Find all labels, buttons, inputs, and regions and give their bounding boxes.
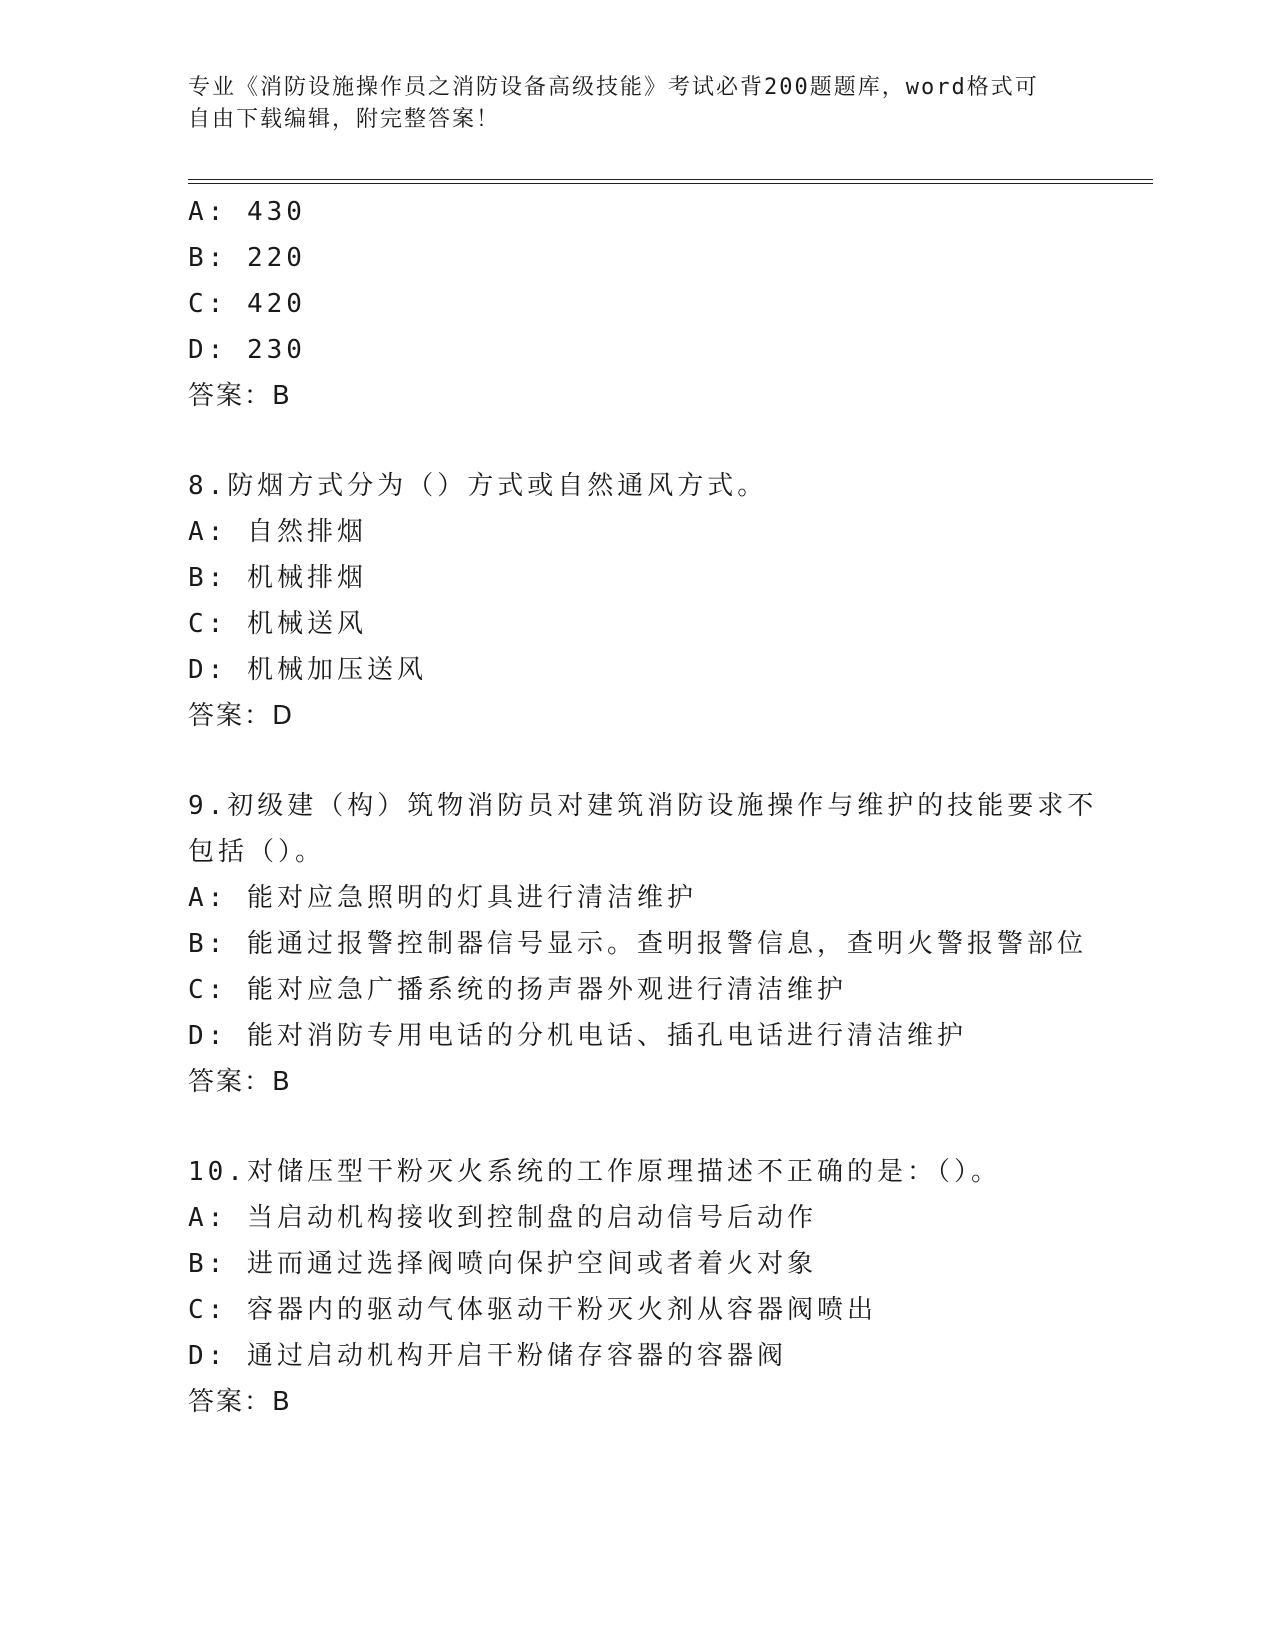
spacer [188, 419, 1088, 463]
option-d: D: 通过启动机构开启干粉储存容器的容器阀 [188, 1341, 787, 1371]
option-a: A: 当启动机构接收到控制盘的启动信号后动作 [188, 1203, 817, 1233]
option-c: C: 机械送风 [188, 609, 367, 639]
option-a: A: 自然排烟 [188, 517, 367, 547]
option-b: B: 机械排烟 [188, 563, 367, 593]
answer: 答案：D [188, 701, 295, 731]
question-stem-line-1: 9.初级建（构）筑物消防员对建筑消防设施操作与维护的技能要求不 [188, 791, 1098, 821]
header-line-2: 自由下载编辑，附完整答案！ [188, 107, 501, 132]
document-header [188, 72, 1068, 136]
question-stem: 8.防烟方式分为（）方式或自然通风方式。 [188, 471, 768, 501]
option-c: C: 能对应急广播系统的扬声器外观进行清洁维护 [188, 975, 847, 1005]
option-b: B: 能通过报警控制器信号显示。查明报警信息，查明火警报警部位 [188, 929, 1087, 959]
option-c: C: 420 [188, 289, 306, 319]
answer: 答案：B [188, 1387, 292, 1417]
option-b: B: 220 [188, 243, 306, 273]
header-divider-bottom [188, 183, 1153, 184]
question-stem: 10.对储压型干粉灭火系统的工作原理描述不正确的是：（）。 [188, 1157, 1001, 1187]
spacer [188, 1105, 1088, 1149]
option-a: A: 能对应急照明的灯具进行清洁维护 [188, 883, 697, 913]
option-c: C: 容器内的驱动气体驱动干粉灭火剂从容器阀喷出 [188, 1295, 877, 1325]
answer: 答案：B [188, 1067, 292, 1097]
spacer [188, 739, 1088, 783]
option-d: D: 230 [188, 335, 306, 365]
option-d: D: 能对消防专用电话的分机电话、插孔电话进行清洁维护 [188, 1021, 967, 1051]
option-a: A: 430 [188, 197, 306, 227]
option-b: B: 进而通过选择阀喷向保护空间或者着火对象 [188, 1249, 817, 1279]
question-8 [188, 463, 1088, 739]
question-7 [188, 189, 1088, 419]
question-10 [188, 1149, 1088, 1425]
question-9 [188, 783, 1098, 1105]
question-stem-line-2: 包括（）。 [188, 837, 326, 867]
answer: 答案：B [188, 381, 292, 411]
header-divider-top [188, 179, 1153, 180]
header-line-1: 专业《消防设施操作员之消防设备高级技能》考试必背200题题库，word格式可 [188, 75, 1039, 100]
option-d: D: 机械加压送风 [188, 655, 427, 685]
question-list [188, 189, 1098, 1425]
